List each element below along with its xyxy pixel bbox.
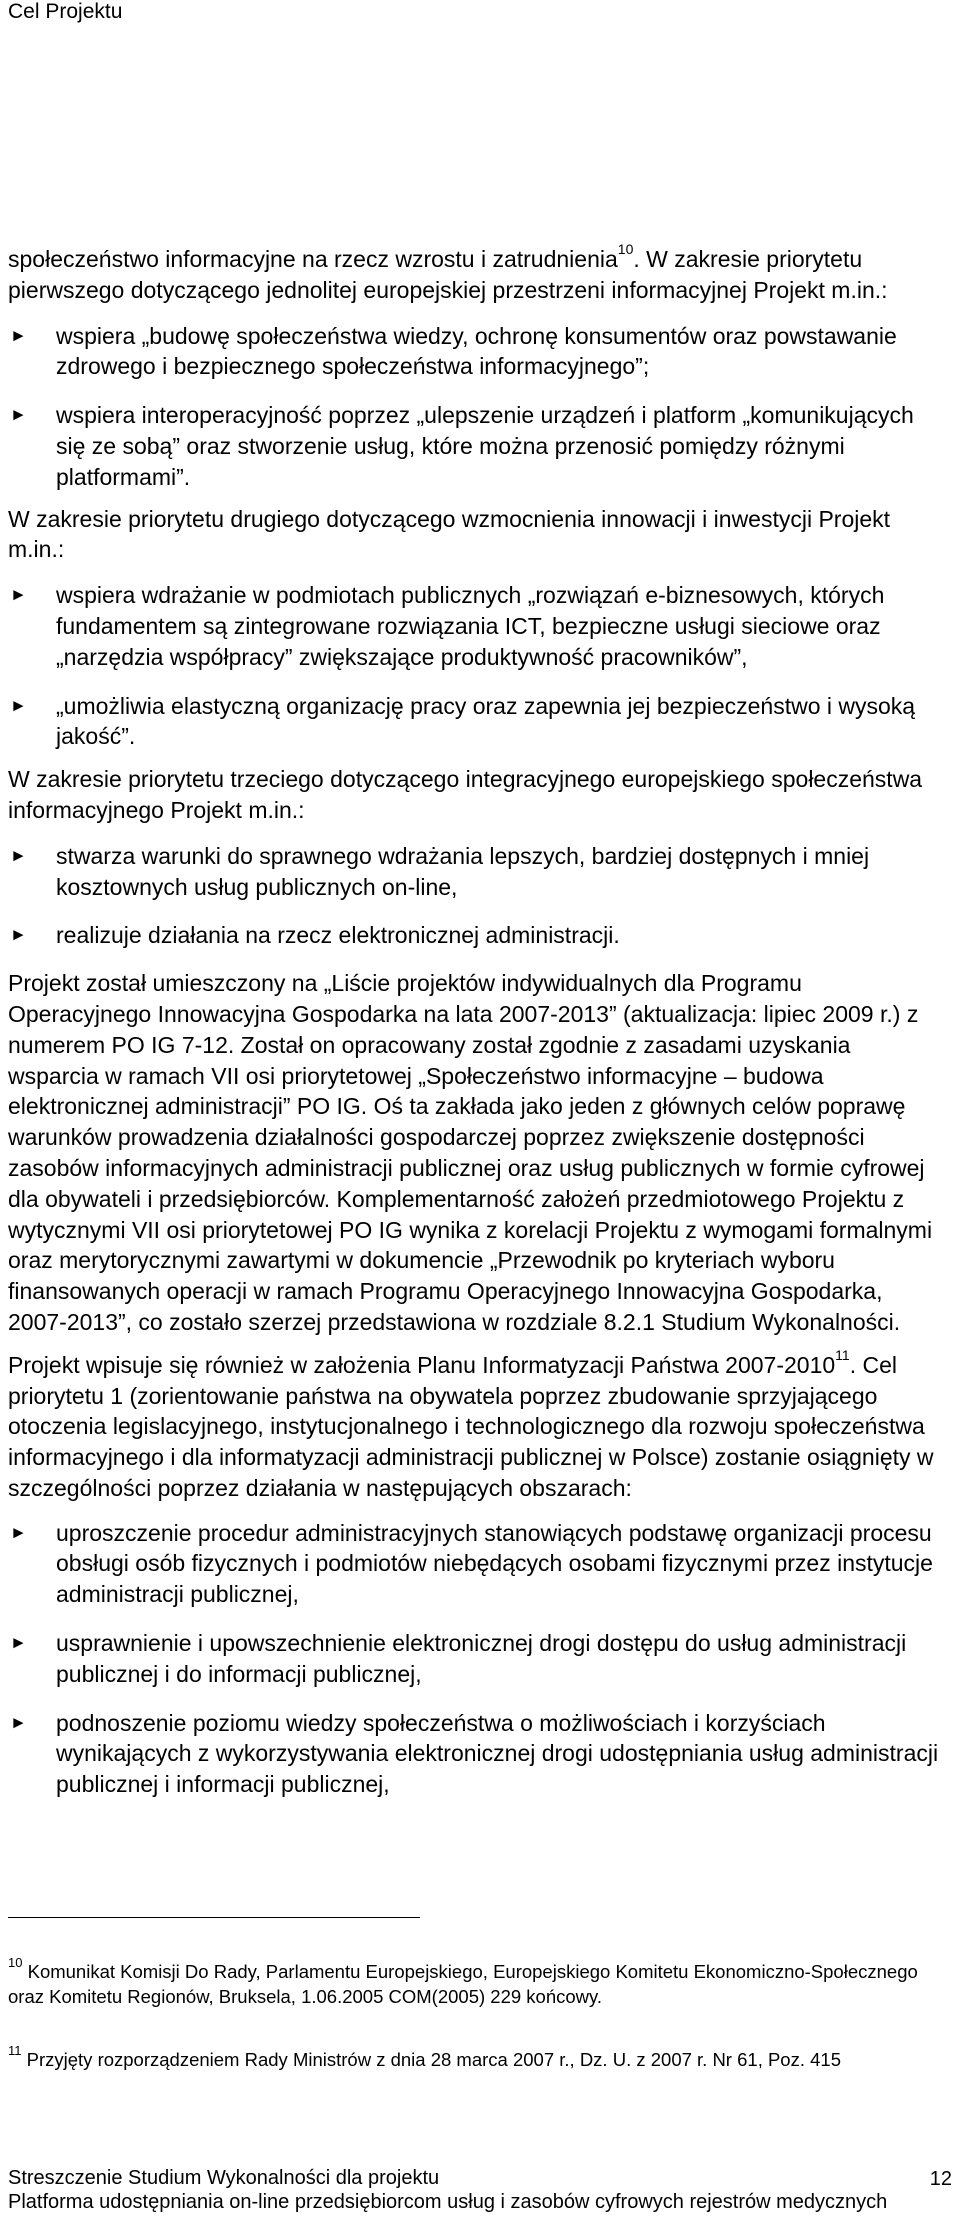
- bullet-arrow-icon: ►: [10, 405, 27, 425]
- priority-two-paragraph: W zakresie priorytetu drugiego dotyczącego wzmocnienia innowacji i inwestycji Projekt m.in.:: [8, 505, 891, 563]
- bullet-arrow-icon: ►: [10, 1633, 27, 1653]
- footnote-number: 11: [8, 2043, 22, 2058]
- bullet-item: [0, 580, 960, 672]
- bullet-item: [0, 1708, 960, 1800]
- bullet-arrow-icon: ►: [10, 845, 27, 865]
- document-body: [0, 241, 960, 1800]
- bullet-text: usprawnienie i upowszechnienie elektronicznej drogi dostępu do usług administracji publicznej i do informacji publicznej,: [56, 1630, 907, 1687]
- bullet-item: [0, 321, 960, 383]
- bullet-text: „umożliwia elastyczną organizację pracy oraz zapewnia jej bezpieczeństwo i wysoką jakość”.: [56, 692, 916, 750]
- bullet-item: [0, 400, 960, 492]
- bullet-item: [0, 1628, 960, 1690]
- bullet-text: stwarza warunki do sprawnego wdrażania lepszych, bardziej dostępnych i mniej kosztownych usług publicznych on-line,: [56, 842, 870, 900]
- bullet-arrow-icon: ►: [10, 925, 27, 945]
- footnote-number: 10: [8, 1955, 23, 1970]
- bullet-arrow-icon: ►: [10, 695, 27, 715]
- footnote-ref-11: 11: [835, 1346, 850, 1363]
- bullet-item: [0, 841, 960, 903]
- footnote-text: Przyjęty rozporządzeniem Rady Ministrów z dnia 28 marca 2007 r., Dz. U. z 2007 r. Nr 61, Poz. 415: [26, 2049, 841, 2070]
- bullet-text: wspiera interoperacyjność poprzez „ulepszenie urządzeń i platform „komunikujących się ze sobą” oraz stworzenie usług, które można przenosić pomiędzy różnymi platformami”.: [56, 402, 914, 490]
- bullet-text: podnoszenie poziomu wiedzy społeczeństwa o możliwościach i korzyściach wynikających z wykorzystywania elektronicznej drogi udostępniania usług administracji publicznej i informacji publicznej,: [56, 1709, 939, 1798]
- bullet-arrow-icon: ►: [10, 325, 27, 345]
- plan-text-rest: . Cel priorytetu 1 (zorientowanie państwa na obywatela poprzez zbudowanie sprzyjającego otoczenia legislacyjnego, instytucjonalnego i technologicznego dla rozwoju społeczeństwa informacyjnego i dla informatyzacji administracji publicznej w Polsce) zostanie osiągnięty w szczególności poprzez działania w następujących obszarach:: [8, 1351, 934, 1501]
- bullet-item: [0, 1518, 960, 1610]
- bullet-item: [0, 920, 960, 951]
- bullet-text: wspiera „budowę społeczeństwa wiedzy, ochronę konsumentów oraz powstawanie zdrowego i bezpiecznego społeczeństwa informacyjnego”;: [56, 322, 897, 380]
- footnote-divider: [8, 1917, 420, 1918]
- priority-three-paragraph: W zakresie priorytetu trzeciego dotyczącego integracyjnego europejskiego społeczeństwa informacyjnego Projekt m.in.:: [8, 766, 923, 823]
- intro-text-rest: . W zakresie priorytetu pierwszego dotyczącego jednolitej europejskiej przestrzeni informacyjnej Projekt m.in.:: [8, 246, 888, 303]
- page-number: 12: [929, 2168, 952, 2190]
- bullet-item: [0, 691, 960, 753]
- footnote-11: [8, 2043, 948, 2073]
- page-header: Cel Projektu: [8, 0, 123, 23]
- intro-paragraph: [0, 241, 960, 306]
- project-list-paragraph: Projekt został umieszczony na „Liście projektów indywidualnych dla Programu Operacyjnego Innowacyjna Gospodarka na lata 2007-2013” (aktualizacja: lipiec 2009 r.) z numerem PO IG 7-12. Został on opracowany został zgodnie z zasadami uzyskania wsparcia w ramach VII osi priorytetowej „Społeczeństwo informacyjne – budowa elektronicznej administracji” PO IG. Oś ta zakłada jako jeden z głównych celów poprawę warunków prowadzenia działalności gospodarczej poprzez zwiększenie dostępności zasobów informacyjnych administracji publicznej oraz usług publicznych w formie cyfrowej dla obywateli i przedsiębiorców. Komplementarność założeń przedmiotowego Projektu z wytycznymi VII osi priorytetowej PO IG wynika z korelacji Projektu z wymogami formalnymi oraz merytorycznymi zawartymi w dokumencie „Przewodnik po kryteriach wyboru finansowanych operacji w ramach Programu Operacyjnego Innowacyjna Gospodarka, 2007-2013”, co zostało szerzej przedstawiona w rozdziale 8.2.1 Studium Wykonalności.: [8, 970, 933, 1335]
- bullet-text: wspiera wdrażanie w podmiotach publicznych „rozwiązań e-biznesowych, których fundamentem są zintegrowane rozwiązania ICT, bezpieczne usługi sieciowe oraz „narzędzia współpracy” zwiększające produktywność pracowników”,: [56, 582, 885, 670]
- bullet-text: realizuje działania na rzecz elektronicznej administracji.: [56, 922, 620, 949]
- intro-text: społeczeństwo informacyjne na rzecz wzrostu i zatrudnienia: [8, 246, 618, 272]
- footnote-10: [8, 1955, 948, 2009]
- footer-line-1: Streszczenie Studium Wykonalności dla projektu: [8, 2167, 440, 2189]
- bullet-arrow-icon: ►: [10, 1522, 27, 1542]
- footnote-text: Komunikat Komisji Do Rady, Parlamentu Europejskiego, Europejskiego Komitetu Ekonomiczno-Społecznego oraz Komitetu Regionów, Bruksela, 1.06.2005 COM(2005) 229 końcowy.: [8, 1961, 918, 2007]
- plan-paragraph: [0, 1346, 960, 1504]
- plan-text: Projekt wpisuje się również w założenia Planu Informatyzacji Państwa 2007-2010: [8, 1351, 836, 1378]
- bullet-arrow-icon: ►: [10, 585, 27, 605]
- bullet-arrow-icon: ►: [10, 1712, 27, 1732]
- footer-line-2: Platforma udostępniania on-line przedsiębiorcom usług i zasobów cyfrowych rejestrów medycznych: [8, 2191, 888, 2213]
- footnote-ref-10: 10: [617, 241, 634, 257]
- bullet-text: uproszczenie procedur administracyjnych stanowiących podstawę organizacji procesu obsługi osób fizycznych i podmiotów niebędących osobami fizycznymi przez instytucje administracji publicznej,: [56, 1519, 933, 1608]
